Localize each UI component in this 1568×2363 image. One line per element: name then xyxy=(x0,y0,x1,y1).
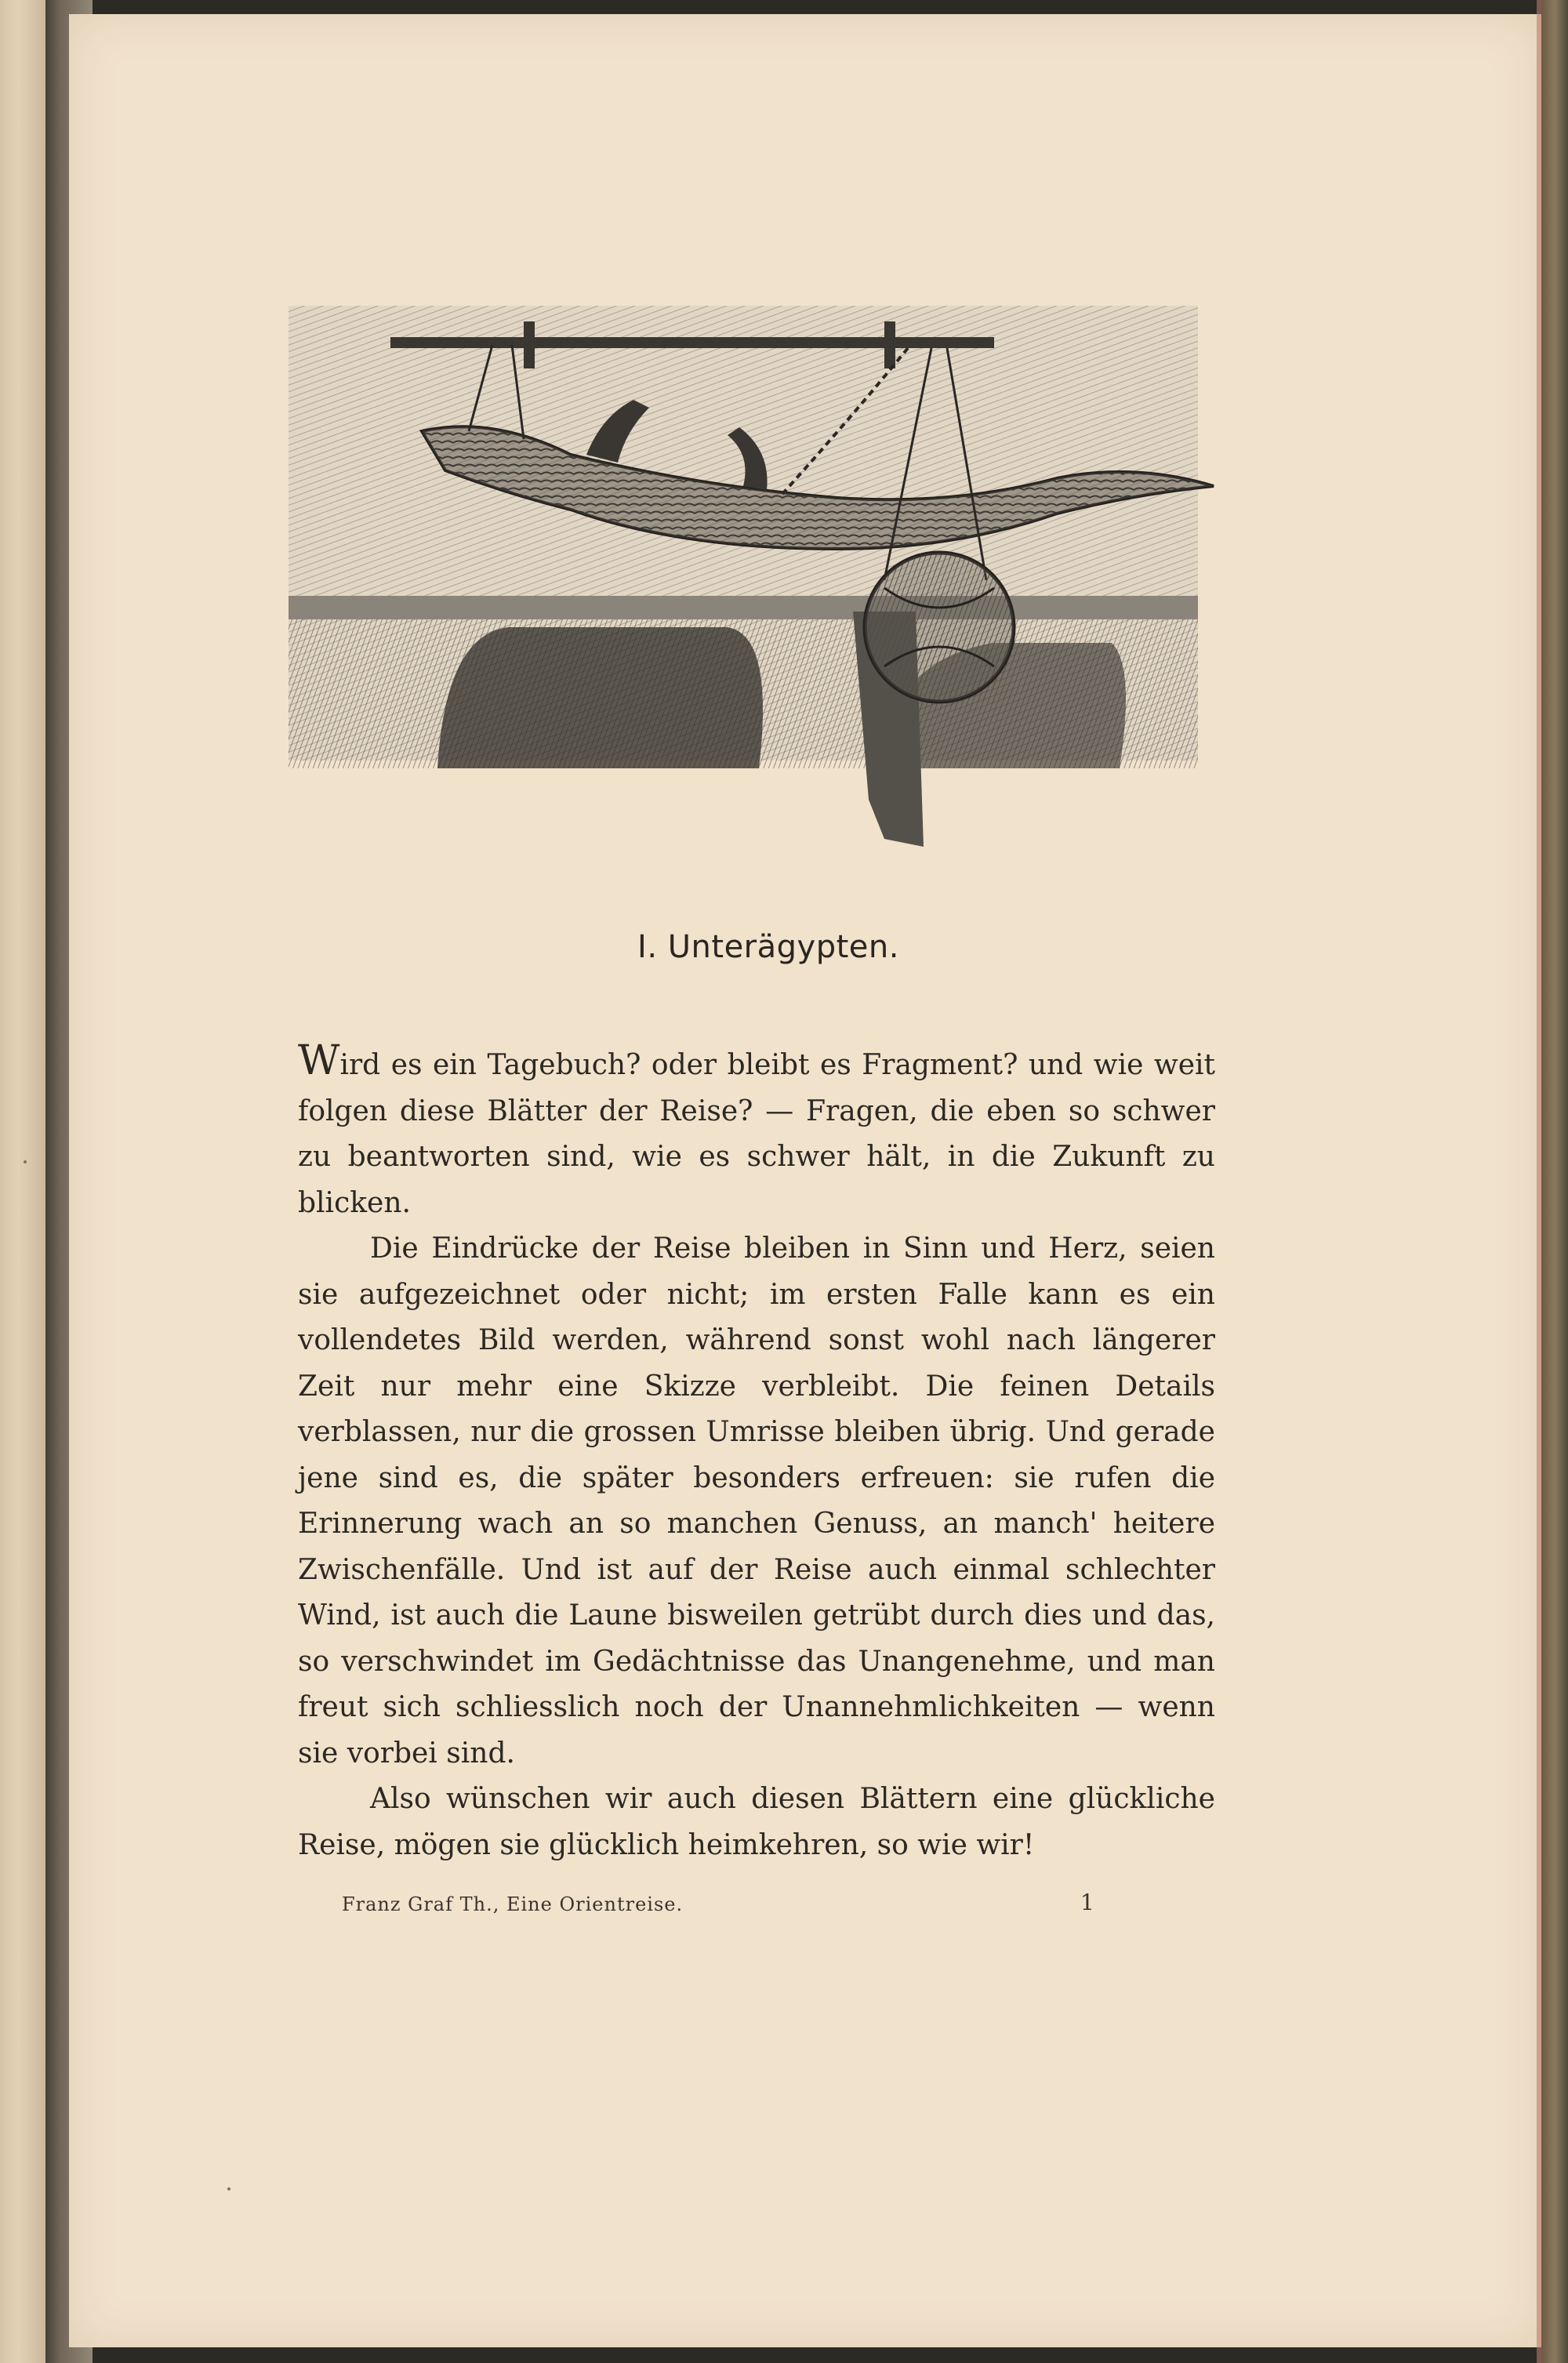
paragraph-1-text: ird es ein Tagebuch? oder bleibt es Fragment? und wie weit folgen diese Blätter der Reise? — Fragen, die eben so schwer zu beantworten sind, wie es schwer hält, in die Zukunft zu blicken. xyxy=(298,1049,1215,1219)
body-text xyxy=(298,1037,1215,1868)
dropcap: W xyxy=(298,1037,340,1084)
chapter-title: I. Unterägypten. xyxy=(637,929,899,965)
paper-speck xyxy=(24,1160,27,1163)
paper-speck xyxy=(227,2187,230,2191)
facing-page-edge xyxy=(0,0,45,2363)
paragraph-3: Also wünschen wir auch diesen Blättern eine glückliche Reise, mögen sie glücklich heimkehren, so wie wir! xyxy=(298,1783,1215,1861)
paragraph-2: Die Eindrücke der Reise bleiben in Sinn und Herz, seien sie aufgezeichnet oder nicht; im ersten Falle kann es ein vollendetes Bild werden, während sonst wohl nach längerer Zeit nur mehr eine Skizze verbleibt. Die feinen Details verblassen, nur die grossen Umrisse bleiben übrig. Und gerade jene sind es, die später besonders erfreuen: sie rufen die Erinnerung wach an so manchen Genuss, an manch' heitere Zwischenfälle. Und ist auf der Reise auch einmal schlechter Wind, ist auch die Laune bisweilen getrübt durch dies und das, so verschwindet im Gedächtnisse das Unangenehme, und man freut sich schliesslich noch der Unannehmlichkeiten — wenn sie vorbei sind. xyxy=(298,1232,1215,1770)
sheet-number: 1 xyxy=(1080,1889,1094,1915)
paragraph-1 xyxy=(298,1037,1215,1226)
book-cover-edge xyxy=(1541,0,1568,2363)
signature-line: Franz Graf Th., Eine Orientreise. xyxy=(342,1893,684,1915)
crocodile-illustration xyxy=(289,298,1229,862)
